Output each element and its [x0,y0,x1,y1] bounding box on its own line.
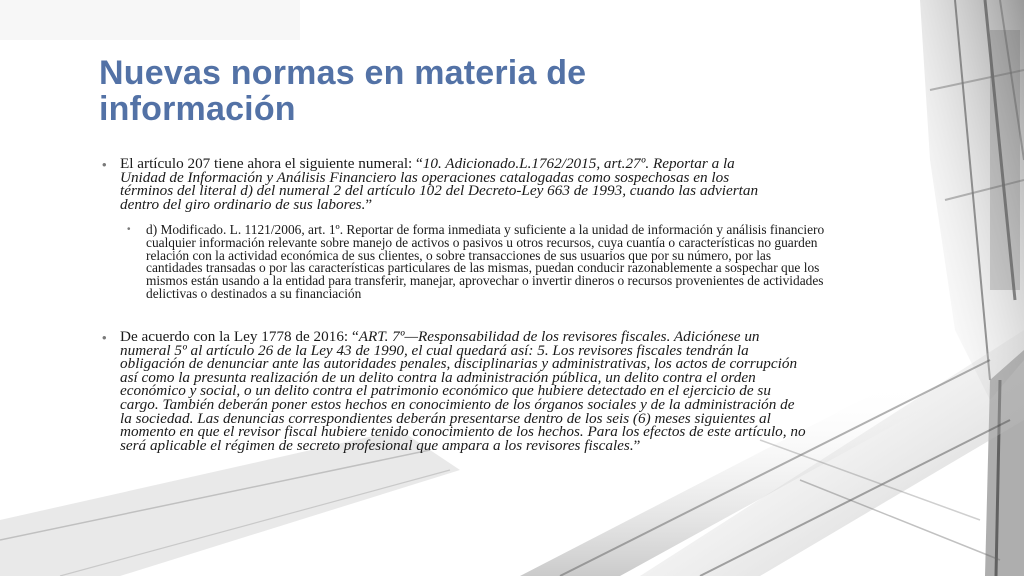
bullet-intro-text: El artículo 207 tiene ahora el siguiente numeral: “ [120,155,423,172]
bullet-closing-quote: ” [633,436,641,454]
bullet-dot-icon: • [102,157,107,172]
bullet-item-articulo-207 [102,155,780,213]
sub-bullet-item-literal-d [127,222,826,301]
bullet-dot-icon: • [127,224,131,235]
bullet-intro-text: De acuerdo con la Ley 1778 de 2016: “ [120,328,359,345]
sub-bullet-text: d) Modificado. L. 1121/2006, art. 1º. Reportar de forma inmediata y suficiente a la unidad de información y análisis financiero cualquier información relevante sobre manejo de activos o pasivos u otros recursos, cuya cuantía o características no guarden relación con la actividad económica de sus clientes, o sobre transacciones de sus usuarios que por su número, por las cantidades transadas o por las características particulares de las mismas, puedan conducir razonablemente a sospechar que los mismos están usando a la entidad para transferir, manejar, aprovechar o invertir dineros o recursos provenientes de actividades delictivas o destinados a su financiación [146,222,825,301]
bullet-closing-quote: ” [365,195,373,213]
slide-title: Nuevas normas en materia de información [99,54,587,128]
bullet-quote-text: 10. Adicionado.L.1762/2015, art.27º. Reportar a la Unidad de Información y Análisis Financiero las operaciones catalogadas como sospechosas en los términos del literal d) del numeral 2 del artículo 102 del Decreto-Ley 663 de 1993, cuando las adviertan dentro del giro ordinario de sus labores. [120,155,759,213]
bullet-item-ley-1778 [102,328,810,454]
bullet-text [120,157,780,211]
bullet-text [120,330,810,452]
bullet-quote-text: ART. 7º—Responsabilidad de los revisores fiscales. Adiciónese un numeral 5º al artículo 26 de la Ley 43 de 1990, el cual quedará así: 5. Los revisores fiscales tendrán la obligación de denunciar ante las autoridades penales, disciplinarias y administrativas, los actos de corrupción así como la presunta realización de un delito contra la administración pública, un delito contra el orden económico y social, o un delito contra el patrimonio económico que hubiere detectado en el ejercicio de su cargo. También deberán poner estos hechos en conocimiento de los órganos sociales y de la administración de la sociedad. Las denuncias correspondientes deberán presentarse dentro de los seis (6) meses siguientes al momento en que el revisor fiscal hubiere tenido conocimiento de los hechos. Para los efectos de este artículo, no será aplicable el régimen de secreto profesional que ampara a los revisores fiscales. [120,328,806,454]
bullet-dot-icon: • [102,330,107,345]
